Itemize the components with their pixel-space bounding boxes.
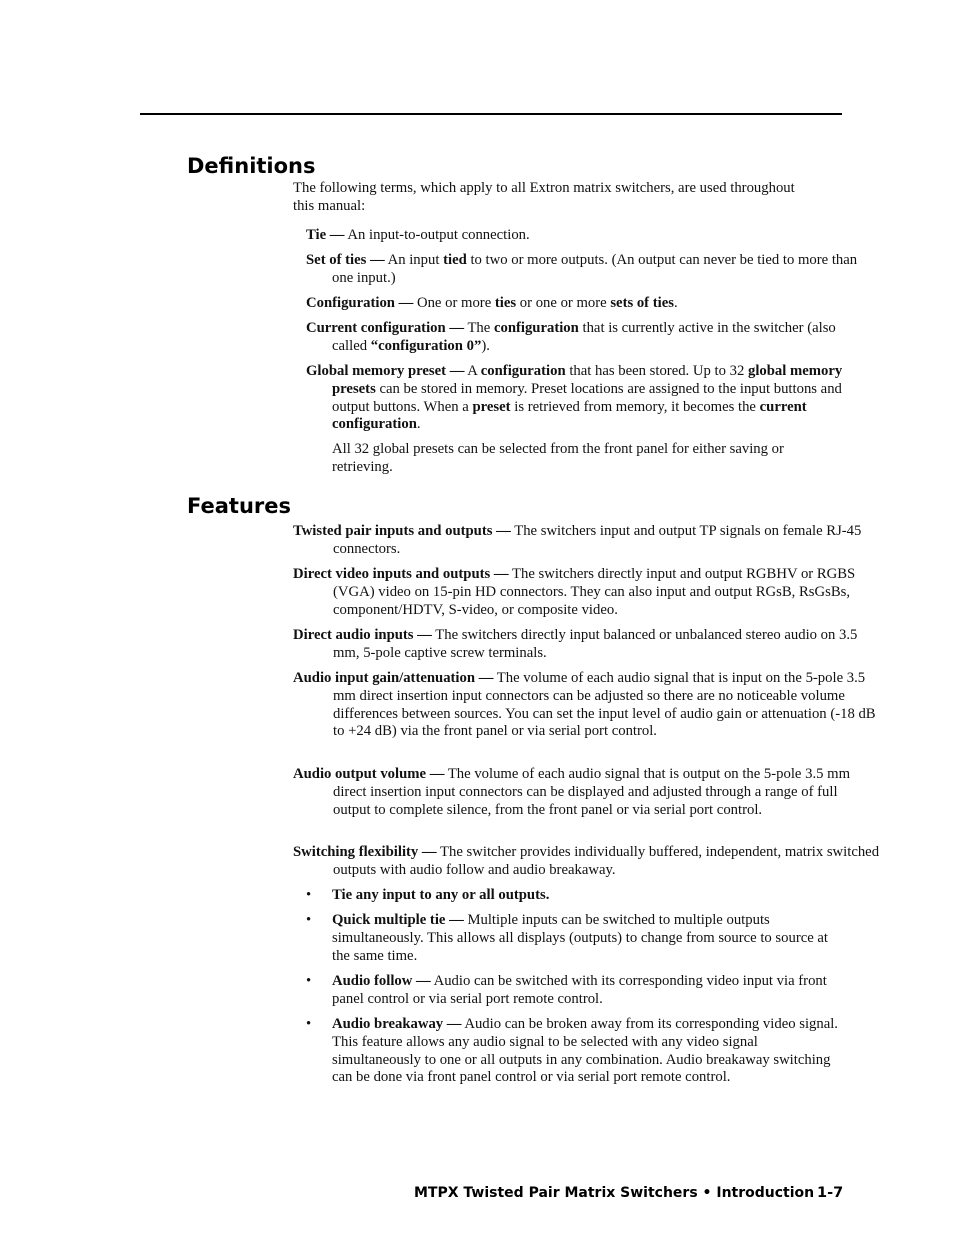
definitions-heading: Definitions (187, 154, 316, 178)
term: Configuration — (306, 295, 414, 311)
description: The switcher provides individually buffered, independent, matrix switched outputs with audio follow and audio breakaway. (333, 844, 880, 878)
text: that is currently active in the switcher (also called (332, 320, 836, 354)
text: to two or more outputs. (An output can never be tied to more than one input.) (332, 252, 858, 286)
text: or one or more (516, 295, 611, 311)
global-presets-note: All 32 global presets can be selected from the front panel for either saving or retrieving. (332, 441, 784, 475)
description: The switchers directly input and output RGBHV or RGBS (VGA) video on 15-pin HD connectors. They can also input and output RGsB, RsGsBs, component/HDTV, S-video, or composite video. (333, 566, 856, 618)
text: ). (481, 337, 490, 354)
term: Twisted pair inputs and outputs — (293, 523, 511, 539)
feature-twisted-pair (293, 523, 879, 559)
emphasis: tied (443, 252, 467, 268)
description: The switchers input and output TP signals on female RJ-45 connectors. (333, 523, 862, 557)
definition-set-of-ties (306, 252, 868, 288)
text: The (464, 320, 494, 336)
emphasis: global memory presets (332, 363, 843, 397)
definition-global-memory-preset (306, 363, 864, 434)
footer-title: MTPX Twisted Pair Matrix Switchers • Introduction (414, 1185, 815, 1201)
term: Audio breakaway — (332, 1016, 462, 1032)
feature-direct-video (293, 566, 881, 619)
description: Audio can be switched with its corresponding video input via front panel control or via serial port remote control. (332, 973, 827, 1007)
term: Audio input gain/attenuation — (293, 670, 494, 686)
emphasis: preset (472, 398, 511, 415)
emphasis: configuration (493, 320, 579, 336)
page-number: 1-7 (817, 1185, 844, 1201)
bullet-dot: • (306, 912, 312, 928)
term: Tie any input to any or all outputs. (332, 887, 550, 903)
text: . (416, 416, 421, 433)
description: Audio can be broken away from its corresponding video signal. This feature allows any audio signal to be selected with any video signal simultaneously to one or all outputs in any combination. Audio breakaway switching can be done via front panel control or via serial port remote control. (332, 1016, 838, 1086)
term: Switching flexibility — (293, 844, 437, 860)
bullet-quick-multiple-tie (306, 912, 830, 965)
text: that has been stored. Up to 32 (565, 363, 748, 379)
definition-current-configuration (306, 320, 868, 356)
features-heading: Features (187, 494, 291, 518)
text: An input (384, 252, 444, 268)
bullet-text (332, 887, 838, 905)
description: An input-to-output connection. (344, 227, 530, 243)
bullet-dot: • (306, 1016, 312, 1032)
text: is retrieved from memory, it becomes the (510, 398, 760, 415)
term: Set of ties — (306, 252, 385, 268)
definition-configuration (306, 295, 868, 313)
term: Direct video inputs and outputs — (293, 566, 509, 582)
text: . (673, 295, 678, 311)
term: Audio follow — (332, 973, 431, 989)
feature-direct-audio (293, 627, 879, 663)
text: can be stored in memory. Preset locations are assigned to the input buttons and output buttons. When a (332, 380, 842, 415)
emphasis: sets of ties (610, 295, 674, 311)
bullet-text (332, 973, 838, 1009)
bullet-audio-breakaway (306, 1016, 840, 1087)
description: Multiple inputs can be switched to multiple outputs simultaneously. This allows all displays (outputs) to change from source to source at the same time. (332, 912, 829, 964)
definition-tie (306, 227, 868, 245)
definitions-intro: The following terms, which apply to all Extron matrix switchers, are used throughout this manual: (293, 180, 795, 214)
emphasis: current configuration (332, 398, 807, 433)
description: The switchers directly input balanced or unbalanced stereo audio on 3.5 mm, 5-pole captive screw terminals. (333, 627, 858, 661)
description: The volume of each audio signal that is input on the 5-pole 3.5 mm direct insertion input connectors can be adjusted so there are no noticeable volume differences between sources. You can set the input level of audio gain or attenuation (-18 dB to +24 dB) via the front panel or via serial port control. (333, 670, 876, 740)
bullet-audio-follow (306, 973, 838, 1009)
feature-switching-flexibility (293, 844, 881, 880)
header-rule (140, 113, 842, 115)
term: Tie — (306, 227, 345, 243)
emphasis: “configuration 0” (370, 337, 482, 354)
term: Audio output volume — (293, 766, 445, 782)
term: Current configuration — (306, 320, 465, 336)
text: One or more (413, 295, 495, 311)
feature-audio-output-volume (293, 766, 863, 819)
term: Quick multiple tie — (332, 912, 464, 928)
emphasis: configuration (480, 363, 566, 379)
term: Global memory preset — (306, 363, 465, 379)
feature-audio-gain (293, 670, 879, 741)
term: Direct audio inputs — (293, 627, 432, 643)
bullet-tie-any (306, 887, 838, 905)
description: The volume of each audio signal that is output on the 5-pole 3.5 mm direct insertion input connectors can be displayed and adjusted through a range of full output to complete silence, from the front panel or via serial port control. (333, 766, 851, 818)
bullet-text (332, 912, 830, 965)
emphasis: ties (494, 295, 517, 311)
bullet-text (332, 1016, 840, 1087)
text: A (464, 363, 481, 379)
bullet-dot: • (306, 887, 312, 903)
bullet-dot: • (306, 973, 312, 989)
